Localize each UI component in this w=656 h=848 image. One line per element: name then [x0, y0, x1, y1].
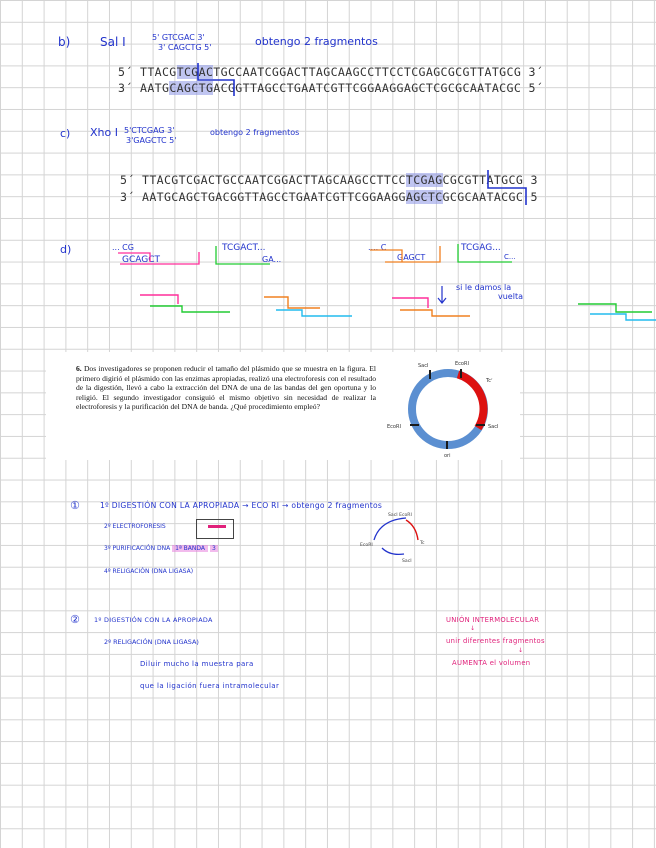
seq-segment: TGCCAATCGGACTTAGCAAGCCTTCCTCGAGCGCGTTATGCG 3´: [213, 65, 544, 79]
side-note-line2: unir diferentes fragmentos: [446, 637, 545, 645]
seq-highlight: TCGAC: [176, 65, 214, 79]
section-c-result: obtengo 2 fragmentos: [210, 128, 300, 137]
plasmid-label-eco-left: EcoRI: [387, 424, 401, 430]
section-c-label: c): [60, 127, 71, 140]
answer-2-step1: 1º DIGESTIÓN CON LA APROPIADA: [94, 616, 213, 624]
fragment-1-bottom: GCAGCT: [122, 255, 161, 265]
seq-segment: CGCGTTATGCG 3: [442, 173, 538, 187]
side-note-line1: UNIÓN INTERMOLECULAR: [446, 616, 540, 624]
side-note-arrow2: ↓: [518, 647, 524, 654]
fragment-2-top: TCGACT...: [222, 243, 266, 253]
section-b-label: b): [58, 35, 71, 49]
fragment-3-top: .... C: [368, 243, 387, 252]
seq-highlight: AGCTC: [405, 190, 443, 204]
fragment-3-bottom: GAGCT: [397, 253, 426, 262]
diagram-label-left: EcoRI: [360, 543, 373, 548]
answer-2-step2: 2º RELIGACIÓN (DNA LIGASA): [104, 638, 199, 646]
diagram-label-right: Tc: [420, 541, 425, 546]
section-c-site-bottom: 3'GAGCTC 5': [126, 136, 177, 145]
answer-2-note-line2: que la ligación fuera intramolecular: [140, 682, 280, 690]
seq-segment: GCGCAATACGC 5: [442, 190, 538, 204]
diagram-label-top: SacI EcoRI: [388, 513, 412, 518]
section-b-enzyme: Sal I: [100, 35, 126, 49]
question-body: Dos investigadores se proponen reducir el tamaño del plásmido que se muestra en la figura. El primero digirió el plásmido con las enzimas apropiadas, realizó una electroforesis con el resultado de la digestión, llevó a cabo la extracción del DNA de una de las bandas del gen oportuna y lo religió. El segundo investigador consiguió el mismo objetivo sin necesidad de realizar la electroforesis y la purificación del DNA de banda. ¿Qué procedimiento empleó?: [76, 364, 376, 412]
plasmid-label-eco-top: EcoRI: [455, 361, 469, 367]
step3-band: 1ª BANDA: [172, 545, 208, 552]
flip-note-line2: vuelta: [498, 292, 523, 301]
seq-highlight: CAGCTG: [169, 81, 214, 95]
section-b-site-bottom: 3' CAGCTG 5': [158, 43, 212, 52]
seq-highlight: TCGAG: [405, 173, 443, 187]
answer-1-step2: 2º ELECTROFORESIS: [104, 523, 166, 530]
question-6-card: [46, 352, 520, 460]
plasmid-figure: [376, 356, 516, 460]
seq-segment: 3´ AATG: [118, 81, 170, 95]
side-note-arrow1: ↓: [470, 625, 476, 632]
step3-text: 3º PURIFICACIÓN DNA: [104, 545, 171, 552]
fragment-4-top: TCGAG...: [461, 243, 501, 253]
plasmid-label-ori: ori: [444, 453, 451, 459]
plasmid-label-sac-right: SacI: [488, 424, 499, 430]
question-number: 6.: [76, 364, 82, 373]
answer-1-diagram: [360, 506, 440, 566]
question-6-text: [76, 364, 376, 412]
section-c-enzyme: Xho I: [90, 126, 118, 139]
seq-segment: 5´ TTACG: [118, 65, 177, 79]
step3-number: 3: [211, 545, 216, 552]
section-d-label: d): [60, 243, 72, 256]
plasmid-label-tc: Tcʳ: [486, 378, 493, 384]
side-note-line3: AUMENTA el volumen: [452, 659, 531, 667]
plasmid-label-sac-top: SacI: [418, 363, 429, 369]
fragment-1-top: ... CG: [112, 243, 134, 252]
seq-segment: 5´ TTACGTCGACTGCCAATCGGACTTAGCAAGCCTTCC: [120, 173, 406, 187]
diagram-label-bottom: SacI: [402, 559, 412, 564]
answer-1-marker: ①: [70, 499, 80, 512]
answer-2-marker: ②: [70, 613, 80, 626]
answer-1-step4: 4º RELIGACIÓN (DNA LIGASA): [104, 568, 194, 575]
fragment-4-bottom: C...: [504, 253, 516, 261]
fragment-2-bottom: GA...: [262, 255, 282, 264]
answer-2-note-line1: Diluir mucho la muestra para: [140, 660, 254, 668]
answer-1-step1: 1º DIGESTIÓN CON LA APROPIADA → ECO RI → obtengo 2 fragmentos: [100, 501, 383, 510]
gel-band: [208, 525, 226, 528]
seq-segment: 3´ AATGCAGCTGACGGTTAGCCTGAATCGTTCGGAAGG: [120, 190, 406, 204]
gel-box: [196, 519, 234, 539]
flip-note-line1: si le damos la: [456, 283, 512, 292]
section-b-site-top: 5' GTCGAC 3': [152, 33, 205, 42]
seq-segment: ACGGTTAGCCTGAATCGTTCGGAAGGAGCTCGCGCAATACGC 5´: [213, 81, 544, 95]
section-b-result: obtengo 2 fragmentos: [255, 35, 378, 48]
answer-1-step3: [104, 546, 218, 552]
section-c-site-top: 5'CTCGAG 3': [124, 126, 175, 135]
